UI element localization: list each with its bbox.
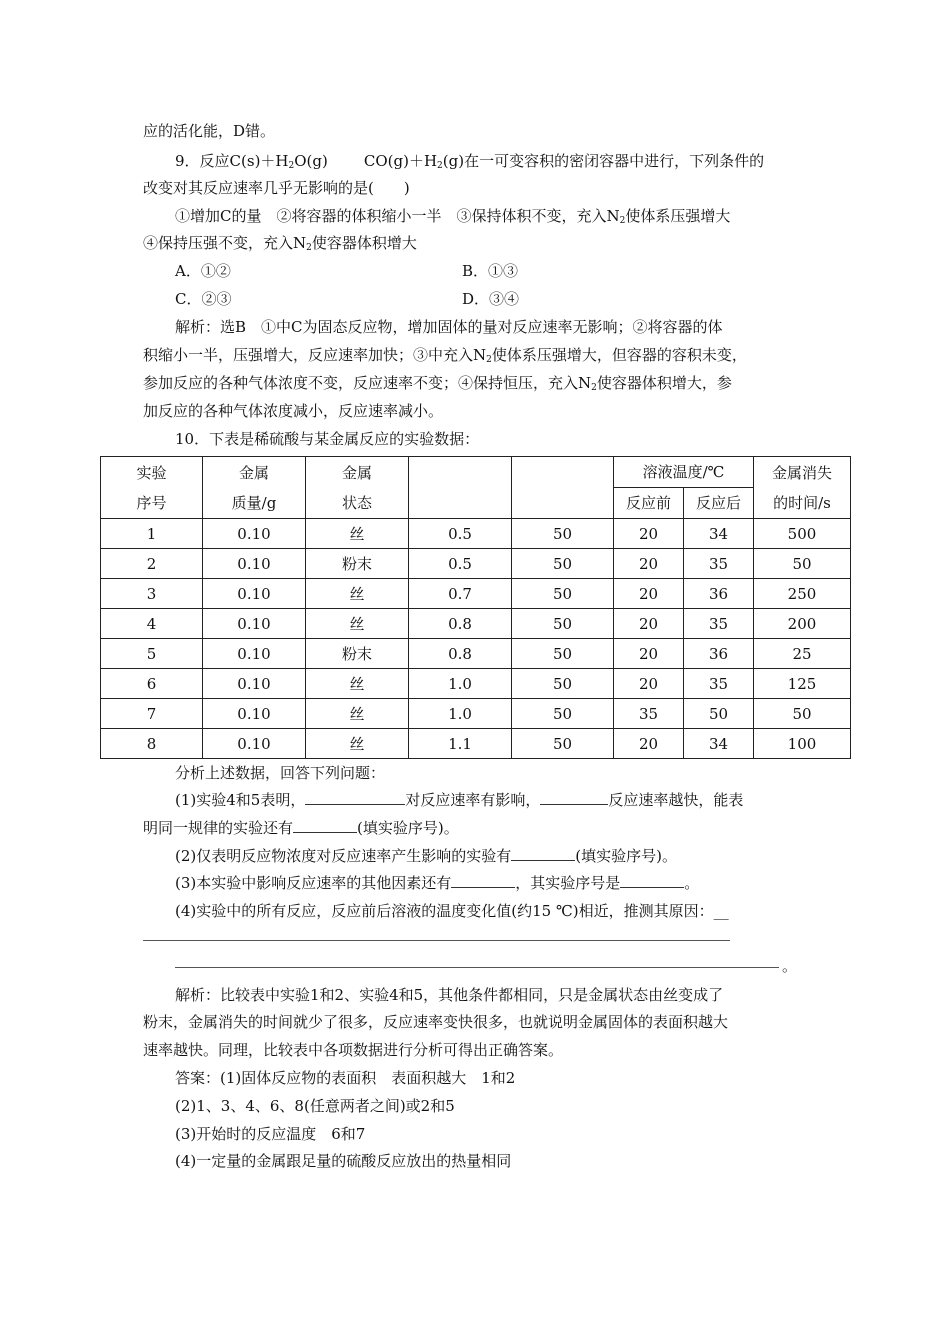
header-time: 金属消失 的时间/s (754, 457, 851, 519)
cell-value-1: 0.5 (409, 519, 512, 549)
cell-value-2: 50 (512, 639, 614, 669)
header-temperature: 溶液温度/℃ (614, 457, 754, 488)
cell-temp-before: 20 (614, 579, 684, 609)
q9-conditions-line2: ④保持压强不变，充入$N_2$使容器体积增大 (143, 234, 417, 253)
q10-answer-line2: (2)1、3、4、6、8(任意两者之间)或2和5 (175, 1097, 455, 1115)
cell-value-2: 50 (512, 699, 614, 729)
blank-4[interactable] (511, 846, 575, 861)
cell-state: 丝 (306, 729, 409, 759)
table-header-row-1 (101, 457, 851, 488)
q10-analysis-line2: 粉末，金属消失的时间就少了很多，反应速率变快很多，也就说明金属固体的表面积越大 (143, 1013, 729, 1031)
cell-value-1: 1.0 (409, 669, 512, 699)
q9-stem-line1: 9．反应$C(s)+H_2O(g)$ $CO(g)+H_2(g)$在一可变容积的密闭容器中进行，下列条件的 (175, 152, 765, 171)
q10-part2: (2)仅表明反应物浓度对反应速率产生影响的实验有 (填实验序号)。 (175, 847, 677, 865)
cell-time: 25 (754, 639, 851, 669)
cell-state: 丝 (306, 699, 409, 729)
cell-value-1: 0.8 (409, 639, 512, 669)
table-row (101, 579, 851, 609)
cell-value-1: 1.1 (409, 729, 512, 759)
cell-seq: 2 (101, 549, 203, 579)
cell-mass: 0.10 (203, 549, 306, 579)
q10-analysis-line1: 解析：比较表中实验1和2、实验4和5，其他条件都相同，只是金属状态由丝变成了 (175, 986, 724, 1004)
answer-line-1[interactable] (143, 940, 730, 941)
cell-seq: 5 (101, 639, 203, 669)
cell-temp-after: 34 (684, 519, 754, 549)
table-row (101, 519, 851, 549)
cell-value-2: 50 (512, 729, 614, 759)
cell-mass: 0.10 (203, 519, 306, 549)
table-row (101, 609, 851, 639)
cell-value-2: 50 (512, 579, 614, 609)
header-temp-before: 反应前 (614, 488, 684, 519)
cell-time: 500 (754, 519, 851, 549)
header-mass: 金属 质量/g (203, 457, 306, 519)
q9-option-b: B．①③ (462, 262, 519, 280)
cell-mass: 0.10 (203, 609, 306, 639)
cell-temp-before: 35 (614, 699, 684, 729)
cell-value-2: 50 (512, 669, 614, 699)
blank-1[interactable] (305, 790, 405, 805)
cell-temp-before: 20 (614, 609, 684, 639)
intro-line: 应的活化能，D错。 (143, 122, 276, 140)
cell-seq: 1 (101, 519, 203, 549)
cell-state: 粉末 (306, 639, 409, 669)
cell-value-1: 1.0 (409, 699, 512, 729)
q9-option-d: D．③④ (462, 290, 520, 308)
header-state: 金属 状态 (306, 457, 409, 519)
cell-temp-after: 50 (684, 699, 754, 729)
cell-state: 丝 (306, 669, 409, 699)
q9-conditions-line1: ①增加C的量 ②将容器的体积缩小一半 ③保持体积不变，充入$N_2$使体系压强增大 (175, 207, 731, 226)
blank-2[interactable] (540, 790, 608, 805)
cell-temp-before: 20 (614, 729, 684, 759)
cell-value-1: 0.8 (409, 609, 512, 639)
cell-temp-before: 20 (614, 669, 684, 699)
cell-time: 100 (754, 729, 851, 759)
cell-seq: 4 (101, 609, 203, 639)
q9-option-a: A．①② (175, 262, 231, 280)
q9-analysis-line3: 参加反应的各种气体浓度不变，反应速率不变；④保持恒压，充入$N_2$使容器体积增大，参 (143, 374, 732, 393)
q10-stem: 10．下表是稀硫酸与某金属反应的实验数据： (175, 430, 480, 448)
cell-temp-after: 35 (684, 669, 754, 699)
header-blank-2 (512, 457, 614, 519)
header-seq: 实验 序号 (101, 457, 203, 519)
q10-analysis-line3: 速率越快。同理，比较表中各项数据进行分析可得出正确答案。 (143, 1041, 564, 1059)
cell-temp-after: 36 (684, 579, 754, 609)
answer-line-2[interactable] (175, 967, 779, 968)
q10-prompt: 分析上述数据，回答下列问题： (175, 764, 386, 782)
q9-option-c: C．②③ (175, 290, 232, 308)
cell-temp-before: 20 (614, 549, 684, 579)
cell-mass: 0.10 (203, 699, 306, 729)
q10-answer-line4: (4)一定量的金属跟足量的硫酸反应放出的热量相同 (175, 1152, 512, 1170)
cell-mass: 0.10 (203, 729, 306, 759)
cell-value-2: 50 (512, 609, 614, 639)
table-row (101, 549, 851, 579)
blank-6[interactable] (620, 873, 684, 888)
cell-time: 50 (754, 549, 851, 579)
cell-state: 丝 (306, 609, 409, 639)
cell-seq: 3 (101, 579, 203, 609)
q10-part3: (3)本实验中影响反应速率的其他因素还有 ，其实验序号是 。 (175, 874, 700, 892)
cell-state: 粉末 (306, 549, 409, 579)
table-row (101, 729, 851, 759)
experiment-data-table (100, 456, 851, 759)
cell-temp-after: 34 (684, 729, 754, 759)
q9-analysis-line1: 解析：选B ①中C为固态反应物，增加固体的量对反应速率无影响；②将容器的体 (175, 318, 723, 336)
table-row (101, 669, 851, 699)
q10-answer-line1: 答案：(1)固体反应物的表面积 表面积越大 1和2 (175, 1069, 516, 1087)
cell-temp-before: 20 (614, 639, 684, 669)
cell-value-1: 0.7 (409, 579, 512, 609)
q10-part1-line2: 明同一规律的实验还有 (填实验序号)。 (143, 819, 459, 837)
q9-analysis-line2: 积缩小一半，压强增大，反应速率加快；③中充入$N_2$使体系压强增大，但容器的容积未变， (143, 346, 747, 365)
cell-value-1: 0.5 (409, 549, 512, 579)
cell-value-2: 50 (512, 519, 614, 549)
q10-part4: (4)实验中的所有反应，反应前后溶液的温度变化值(约15 ℃)相近，推测其原因：__ (175, 902, 729, 920)
cell-temp-before: 20 (614, 519, 684, 549)
cell-time: 125 (754, 669, 851, 699)
cell-temp-after: 35 (684, 609, 754, 639)
cell-seq: 7 (101, 699, 203, 729)
cell-temp-after: 36 (684, 639, 754, 669)
cell-mass: 0.10 (203, 639, 306, 669)
header-temp-after: 反应后 (684, 488, 754, 519)
cell-time: 250 (754, 579, 851, 609)
cell-time: 200 (754, 609, 851, 639)
q10-part4-end: 。 (782, 957, 798, 975)
q9-analysis-line4: 加反应的各种气体浓度减小，反应速率减小。 (143, 402, 444, 420)
blank-3[interactable] (293, 818, 357, 833)
cell-value-2: 50 (512, 549, 614, 579)
cell-temp-after: 35 (684, 549, 754, 579)
cell-seq: 8 (101, 729, 203, 759)
cell-seq: 6 (101, 669, 203, 699)
header-blank-1 (409, 457, 512, 519)
blank-5[interactable] (451, 873, 515, 888)
table-row (101, 699, 851, 729)
cell-mass: 0.10 (203, 579, 306, 609)
table-row (101, 639, 851, 669)
cell-time: 50 (754, 699, 851, 729)
cell-mass: 0.10 (203, 669, 306, 699)
q10-answer-line3: (3)开始时的反应温度 6和7 (175, 1125, 366, 1143)
cell-state: 丝 (306, 579, 409, 609)
q10-part1-line1: (1)实验4和5表明， 对反应速率有影响， 反应速率越快，能表 (175, 791, 744, 809)
q9-stem-line2: 改变对其反应速率几乎无影响的是( ) (143, 179, 410, 197)
cell-state: 丝 (306, 519, 409, 549)
